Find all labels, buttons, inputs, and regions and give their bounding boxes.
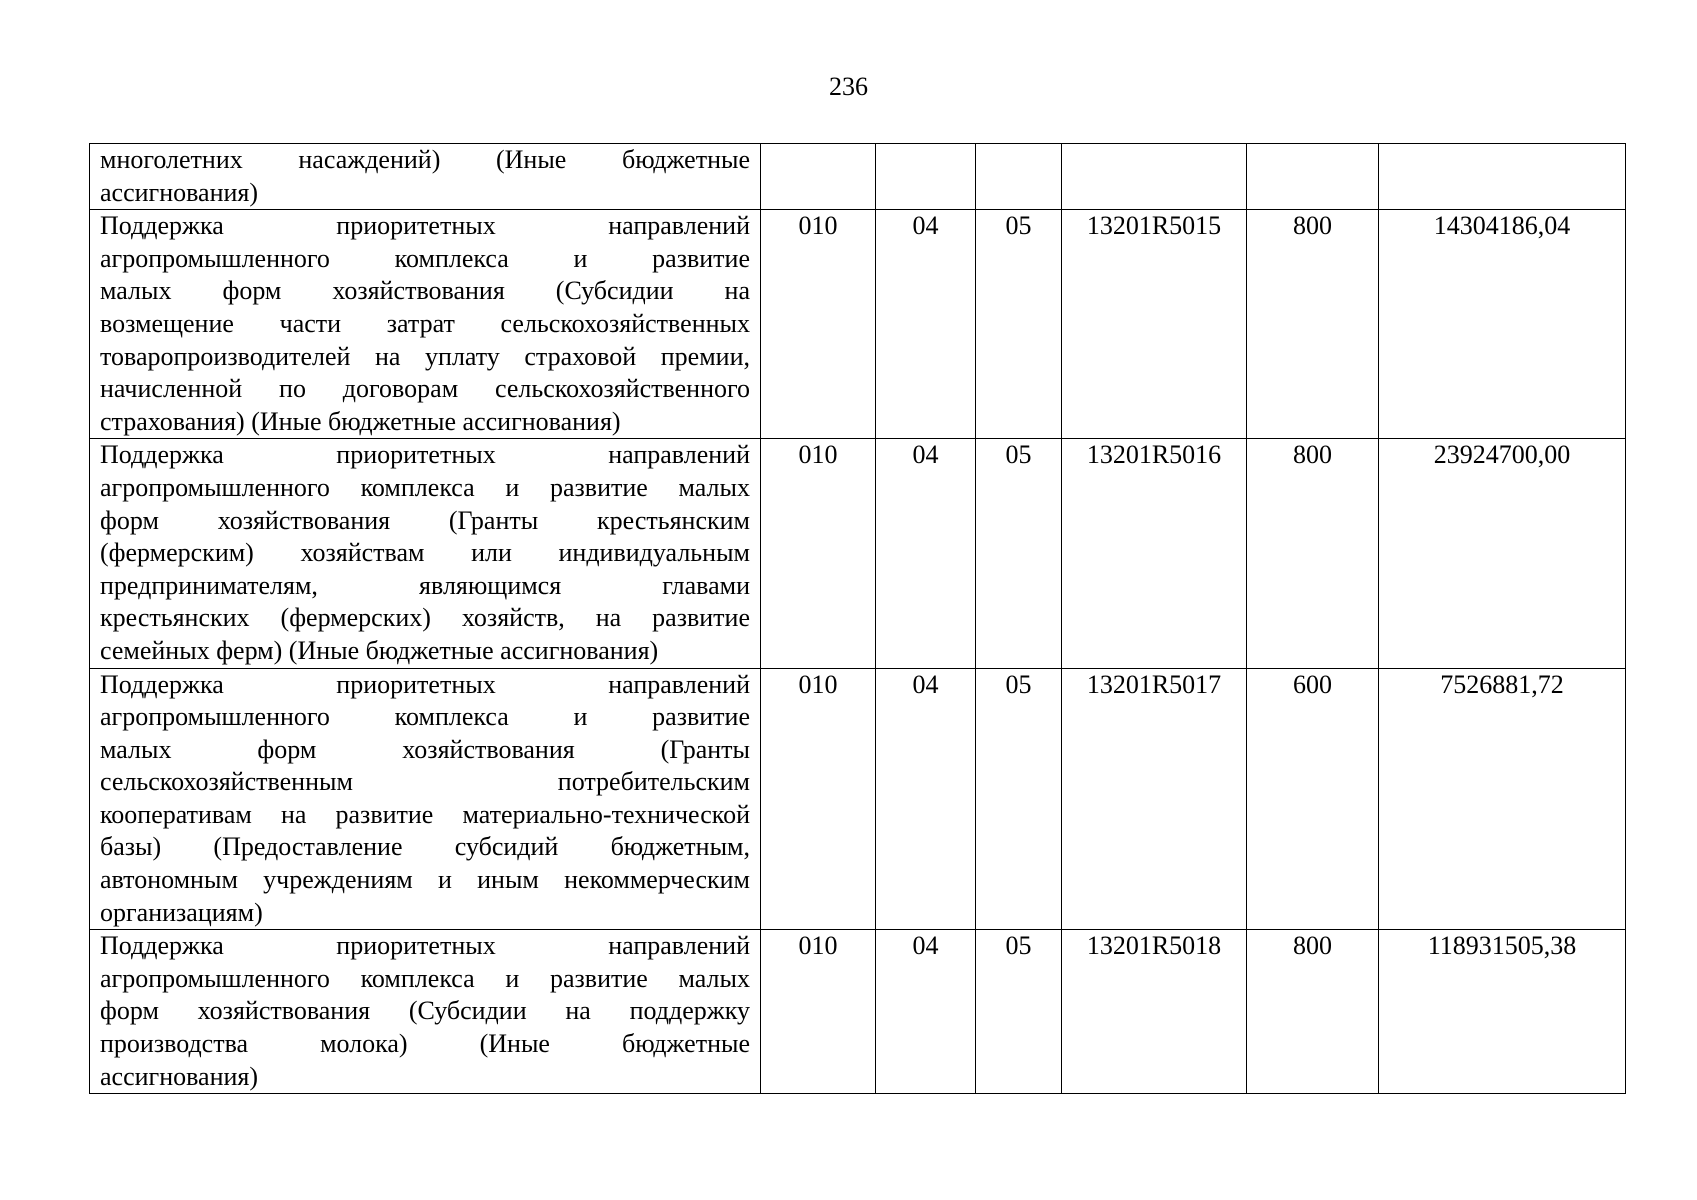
description-line: страхования) (Иные бюджетные ассигнования) <box>100 406 621 436</box>
subsection-code <box>876 144 976 210</box>
amount-value: 7526881,72 <box>1379 668 1626 930</box>
expense-type-code: 800 <box>1247 930 1379 1094</box>
target-article-code: 13201R5016 <box>1062 439 1247 668</box>
item-code: 05 <box>976 439 1062 668</box>
description-line: возмещение части затрат сельскохозяйственных <box>100 308 750 338</box>
description-line: кооперативам на развитие материально-технической <box>100 799 750 829</box>
description-line: многолетних насаждений) (Иные бюджетные <box>100 145 750 174</box>
expense-type-code: 800 <box>1247 439 1379 668</box>
row-description <box>90 930 761 1094</box>
description-line: Поддержка приоритетных направлений <box>100 931 750 961</box>
item-code: 05 <box>976 210 1062 439</box>
target-article-code: 13201R5018 <box>1062 930 1247 1094</box>
description-line: малых форм хозяйствования (Гранты <box>100 734 750 764</box>
description-line: производства молока) (Иные бюджетные <box>100 1029 750 1059</box>
section-code: 010 <box>761 210 876 439</box>
section-code <box>761 144 876 210</box>
row-description <box>90 210 761 439</box>
description-line: предпринимателям, являющимся главами <box>100 570 750 600</box>
subsection-code: 04 <box>876 930 976 1094</box>
subsection-code: 04 <box>876 210 976 439</box>
table-row <box>90 930 1626 1094</box>
item-code <box>976 144 1062 210</box>
description-line: Поддержка приоритетных направлений <box>100 211 750 241</box>
description-line: агропромышленного комплекса и развитие <box>100 243 750 273</box>
description-line: ассигнования) <box>100 177 259 207</box>
description-line: агропромышленного комплекса и развитие <box>100 702 750 732</box>
amount-value: 14304186,04 <box>1379 210 1626 439</box>
target-article-code: 13201R5015 <box>1062 210 1247 439</box>
amount-value <box>1379 144 1626 210</box>
budget-table <box>89 143 1626 1094</box>
target-article-code <box>1062 144 1247 210</box>
description-line: форм хозяйствования (Гранты крестьянским <box>100 505 750 535</box>
description-line: агропромышленного комплекса и развитие малых <box>100 963 750 993</box>
amount-value: 23924700,00 <box>1379 439 1626 668</box>
expense-type-code <box>1247 144 1379 210</box>
description-line: базы) (Предоставление субсидий бюджетным, <box>100 832 750 862</box>
description-line: (фермерским) хозяйствам или индивидуальным <box>100 538 750 568</box>
table-body <box>90 144 1626 1094</box>
description-line: семейных ферм) (Иные бюджетные ассигнования) <box>100 635 659 665</box>
description-line: форм хозяйствования (Субсидии на поддержку <box>100 996 750 1026</box>
target-article-code: 13201R5017 <box>1062 668 1247 930</box>
table-row <box>90 439 1626 668</box>
table-row <box>90 144 1626 210</box>
description-line: ассигнования) <box>100 1061 259 1091</box>
subsection-code: 04 <box>876 668 976 930</box>
description-line: агропромышленного комплекса и развитие малых <box>100 472 750 502</box>
table-row <box>90 668 1626 930</box>
description-line: Поддержка приоритетных направлений <box>100 669 750 699</box>
amount-value: 118931505,38 <box>1379 930 1626 1094</box>
expense-type-code: 800 <box>1247 210 1379 439</box>
section-code: 010 <box>761 439 876 668</box>
page-number: 236 <box>829 72 868 101</box>
description-line: крестьянских (фермерских) хозяйств, на развитие <box>100 603 750 633</box>
section-code: 010 <box>761 930 876 1094</box>
row-description <box>90 439 761 668</box>
table-row <box>90 210 1626 439</box>
expense-type-code: 600 <box>1247 668 1379 930</box>
description-line: товаропроизводителей на уплату страховой премии, <box>100 341 750 371</box>
description-line: организациям) <box>100 897 263 927</box>
item-code: 05 <box>976 930 1062 1094</box>
subsection-code: 04 <box>876 439 976 668</box>
description-line: автономным учреждениям и иным некоммерческим <box>100 865 750 895</box>
row-description <box>90 668 761 930</box>
description-line: сельскохозяйственным потребительским <box>100 767 750 797</box>
description-line: начисленной по договорам сельскохозяйственного <box>100 374 750 404</box>
description-line: Поддержка приоритетных направлений <box>100 440 750 470</box>
row-description <box>90 144 761 210</box>
item-code: 05 <box>976 668 1062 930</box>
description-line: малых форм хозяйствования (Субсидии на <box>100 276 750 306</box>
section-code: 010 <box>761 668 876 930</box>
